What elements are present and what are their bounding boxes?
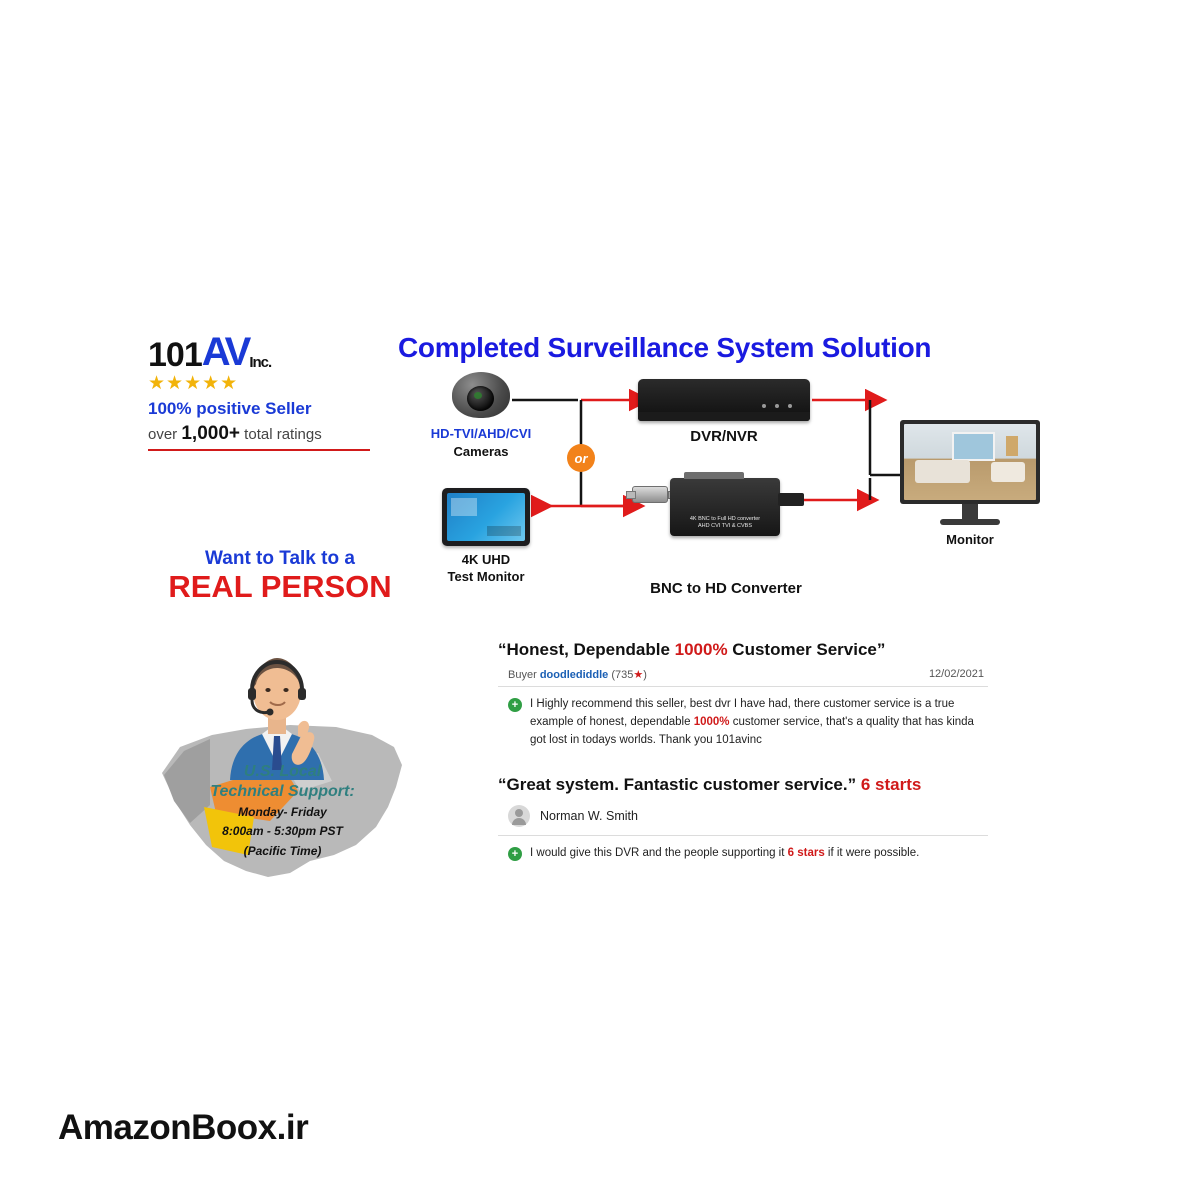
support-title-line1: U.S. Local — [243, 763, 322, 780]
test-monitor-label-line1: 4K UHD — [461, 552, 511, 567]
logo-text-av: AV — [201, 330, 249, 374]
review-1-buyer — [508, 668, 647, 681]
monitor-label: Monitor — [946, 532, 994, 547]
buyer-rating-count: (735 — [611, 669, 634, 681]
dome-camera-device — [452, 372, 510, 420]
support-agent-photo — [212, 640, 342, 780]
diagram-title: Completed Surveillance System Solution — [398, 332, 932, 363]
reviews-block — [498, 640, 988, 863]
test-monitor-label-line2: Test Monitor — [447, 569, 525, 584]
review-headline-1-part2: Customer Service” — [727, 640, 886, 659]
converter-device-print — [670, 516, 780, 531]
test-monitor-device — [442, 488, 530, 546]
support-timezone: (Pacific Time) — [243, 843, 322, 858]
dvr-label: DVR/NVR — [690, 428, 758, 445]
dvr-nvr-device — [638, 379, 810, 421]
review-2-body — [498, 845, 988, 863]
real-person-line2: REAL PERSON — [168, 569, 392, 604]
plus-icon: + — [508, 847, 522, 861]
review-2-text-part1: I would give this DVR and the people supporting it — [530, 847, 788, 860]
converter-label: BNC to HD Converter — [650, 580, 802, 597]
bnc-to-hd-converter-device — [670, 478, 780, 536]
review-2-text — [530, 845, 919, 863]
total-ratings-label — [148, 423, 370, 451]
logo-text-101: 101 — [148, 336, 202, 374]
review-headline-1 — [498, 640, 988, 660]
review-1-text — [530, 696, 988, 749]
monitor-device — [900, 420, 1040, 530]
plus-icon: + — [508, 698, 522, 712]
buyer-rating-close: ) — [643, 669, 647, 681]
review-1-meta — [498, 668, 988, 687]
support-text-block — [150, 762, 415, 860]
avatar — [508, 805, 530, 827]
review-1-text-part2: customer service, that's a quality that has kinda got lost in todays worlds. Thank you 101avinc — [530, 715, 974, 746]
real-person-line1: Want to Talk to a — [205, 548, 355, 569]
review-1-text-highlight: 1000% — [693, 715, 730, 728]
star-rating-icon: ★★★★★ — [148, 373, 239, 394]
camera-label-line1: HD-TVI/AHD/CVI — [430, 426, 532, 441]
watermark: AmazonBoox.ir — [58, 1108, 309, 1147]
support-title-line2: Technical Support: — [210, 783, 355, 800]
buyer-label: Buyer — [508, 669, 537, 681]
buyer-name[interactable]: doodlediddle — [539, 669, 609, 681]
review-2-meta — [498, 805, 988, 836]
review-headline-1-part1: “Honest, Dependable — [498, 640, 675, 659]
review-2-reviewer-name: Norman W. Smith — [540, 809, 638, 824]
review-1-text-part1: I Highly recommend this seller, best dvr I have had, there customer service is a true example of honest, dependable — [530, 698, 955, 728]
support-hours: 8:00am - 5:30pm PST — [222, 824, 343, 839]
hdmi-plug-icon — [778, 493, 804, 506]
review-1-date: 12/02/2021 — [928, 668, 984, 680]
support-days: Monday- Friday — [238, 805, 327, 819]
us-support-map-block — [150, 640, 415, 890]
ratings-prefix: over — [148, 426, 182, 443]
review-headline-2-highlight: 6 starts — [860, 775, 922, 795]
review-1-body — [498, 696, 988, 749]
seller-brand-block — [148, 332, 388, 451]
review-headline-2-part1: “Great system. Fantastic customer service.” — [498, 775, 861, 795]
review-2-text-highlight: 6 stars — [787, 847, 825, 860]
review-2-text-part2: if it were possible. — [824, 847, 920, 860]
converter-print-line1: 4K BNC to Full HD converter — [689, 515, 761, 522]
positive-seller-label: 100% positive Seller — [148, 399, 312, 418]
ratings-suffix: total ratings — [240, 426, 322, 443]
dvr-led-icons — [762, 404, 792, 408]
converter-print-line2: AHD CVI TVI & CVBS — [698, 523, 752, 530]
logo-101av — [148, 332, 388, 372]
camera-label-line2: Cameras — [453, 444, 509, 459]
or-badge: or — [567, 444, 595, 472]
system-diagram — [400, 360, 1080, 610]
buyer-star-icon: ★ — [633, 669, 644, 681]
real-person-block — [155, 548, 405, 604]
ratings-count: 1,000+ — [181, 423, 241, 444]
review-headline-1-highlight: 1000% — [674, 640, 728, 659]
review-headline-2 — [498, 775, 988, 795]
logo-text-inc: Inc. — [249, 354, 272, 371]
